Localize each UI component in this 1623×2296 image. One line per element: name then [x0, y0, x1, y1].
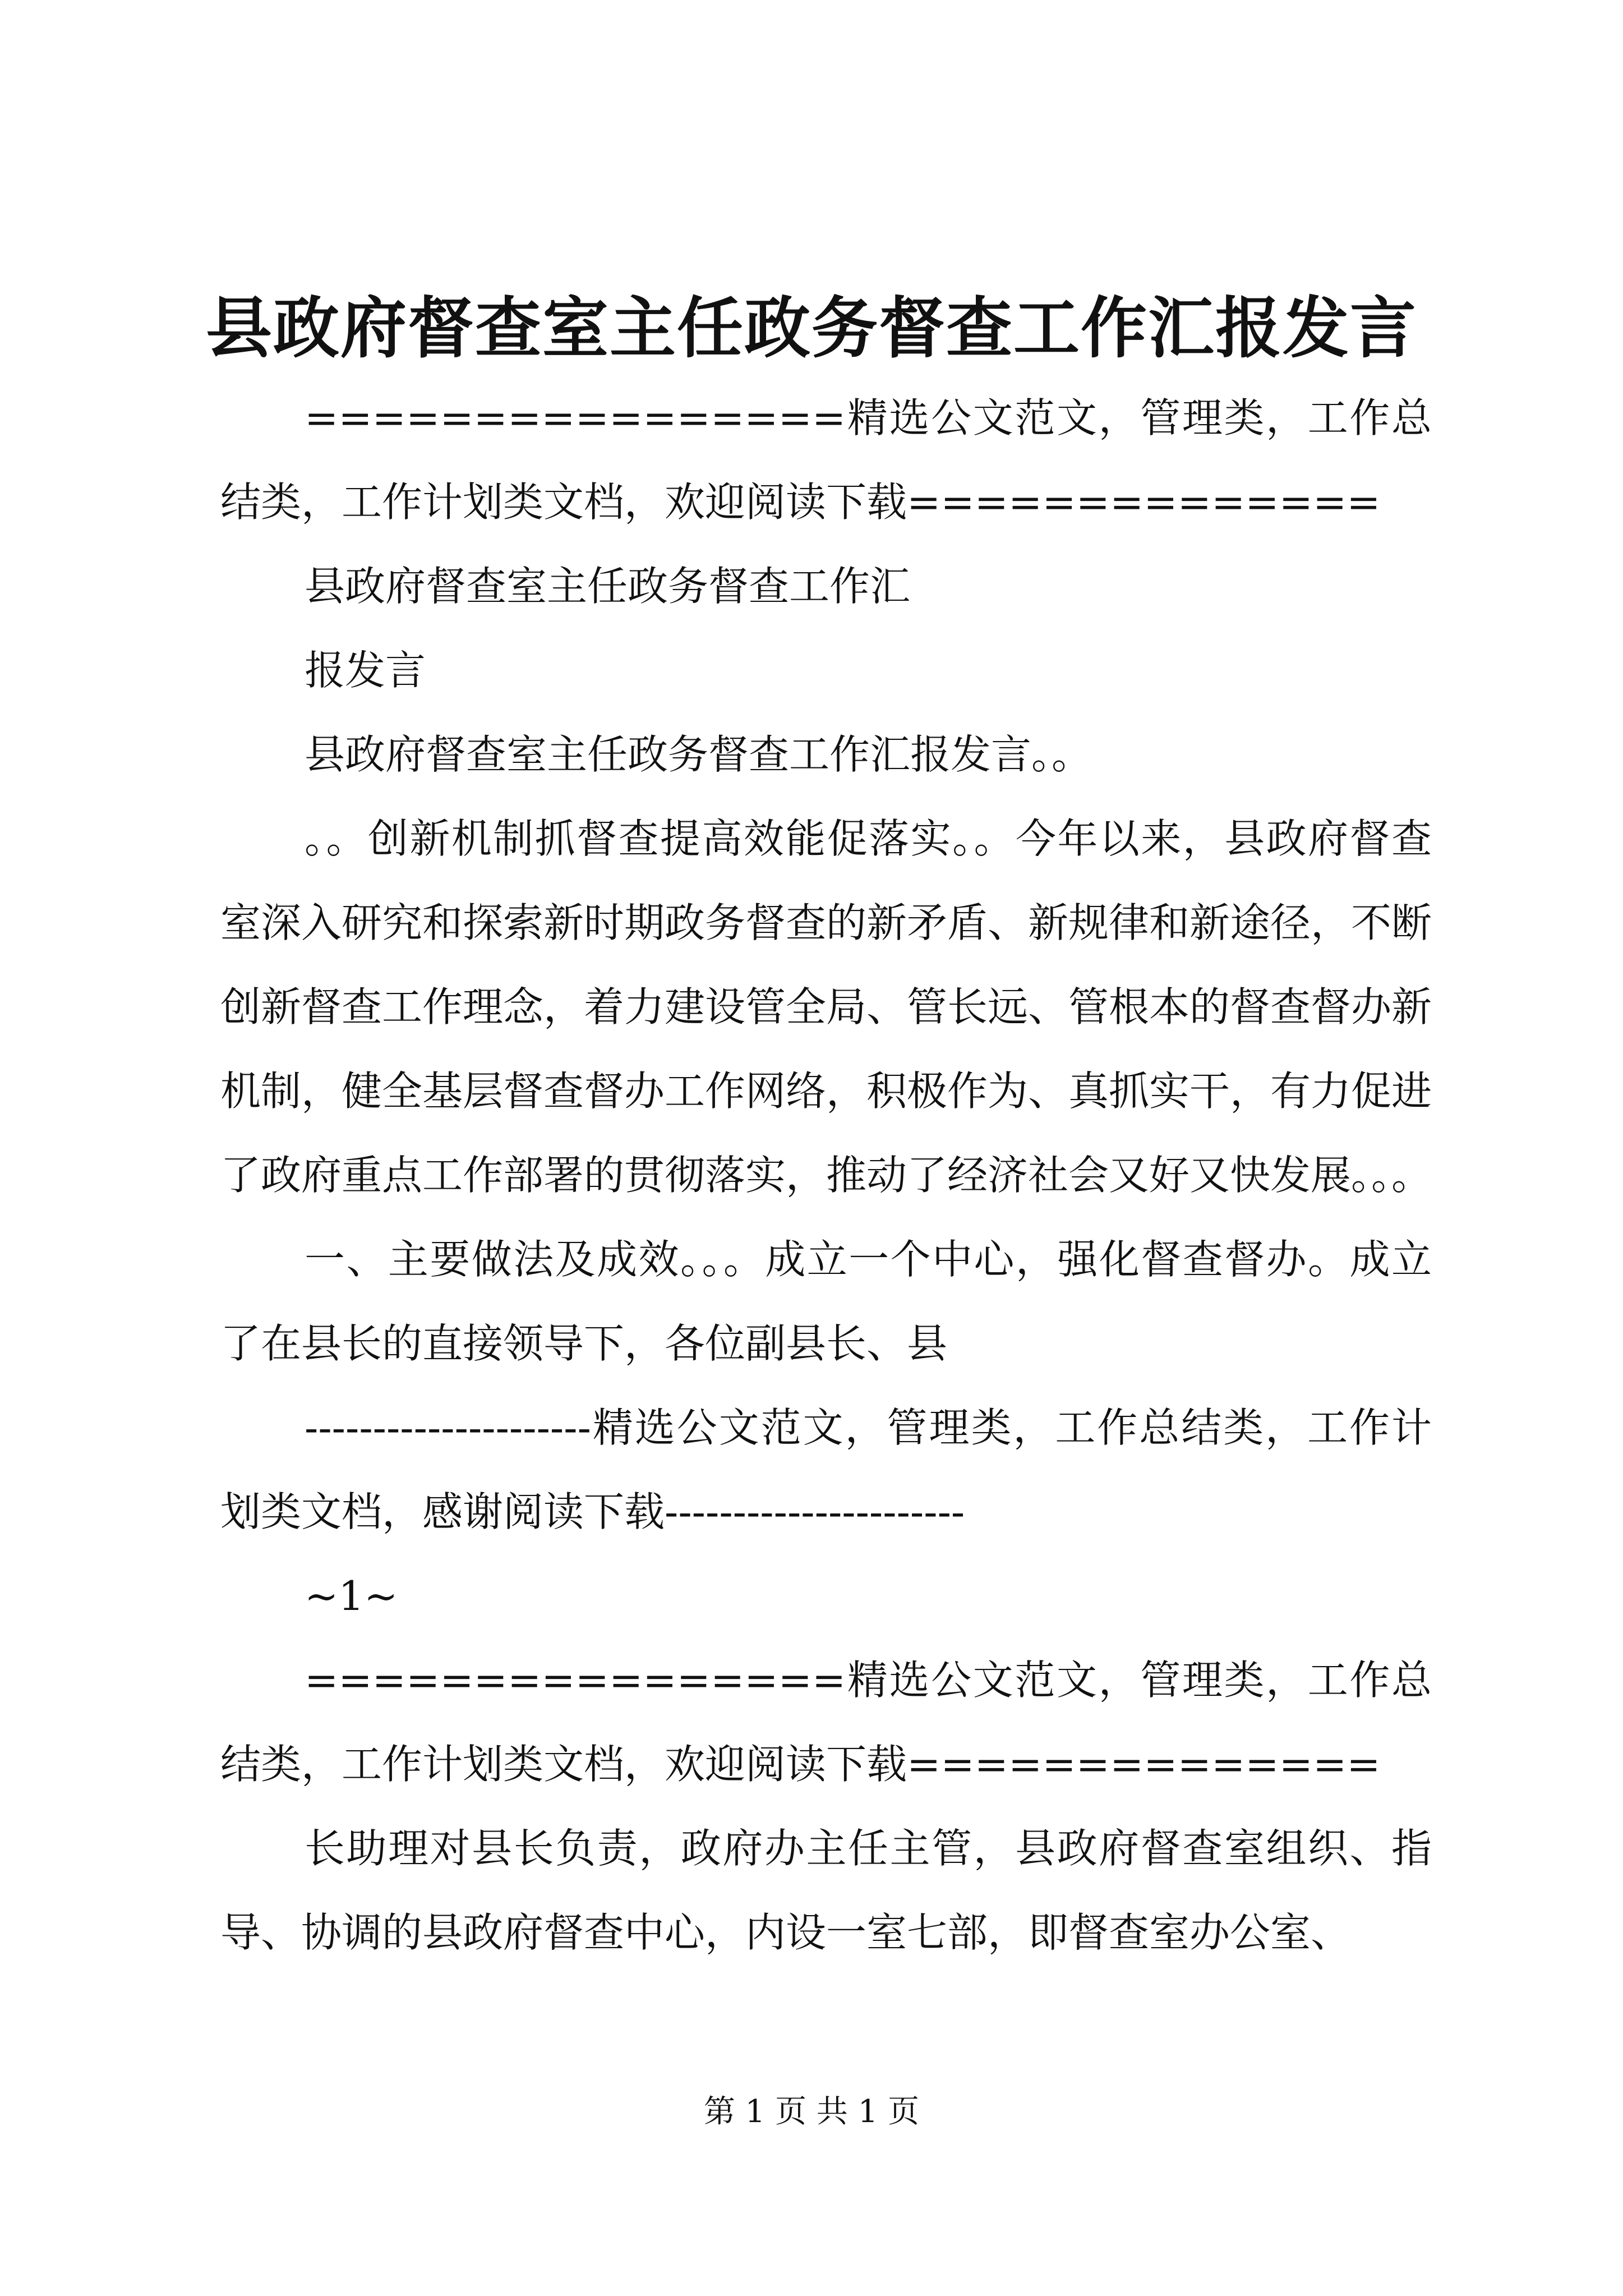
header-banner: ================精选公文范文，管理类，工作总结类，工作计划类文档，欢迎阅读下载==============: [220, 394, 1432, 526]
paragraph-intro: 县政府督查室主任政务督查工作汇报发言。。: [305, 731, 1092, 778]
document-body: [220, 376, 1432, 1975]
paragraph-section-one: 一、主要做法及成效。。。成立一个中心，强化督查督办。成立了在县长的直接领导下，各位副县长、县: [220, 1236, 1432, 1367]
document-title: 县政府督查室主任政务督查工作汇报发言: [205, 289, 1417, 367]
page-footer: 第 1 页 共 1 页: [703, 2093, 920, 2130]
paragraph-continuation: 长助理对县长负责，政府办主任主管，县政府督查室组织、指导、协调的县政府督查中心，内设一室七部，即督查室办公室、: [220, 1825, 1432, 1956]
paragraph-summary: 。。创新机制抓督查提高效能促落实。。今年以来，县政府督查室深入研究和探索新时期政务督查的新矛盾、新规律和新途径，不断创新督查工作理念，着力建设管全局、管长远、管根本的督查督办新机制，健全基层督查督办工作网络，积极作为、真抓实干，有力促进了政府重点工作部署的贯彻落实，推动了经济社会又好又快发展。。。: [220, 815, 1432, 1199]
footer-banner: ---------------------精选公文范文，管理类，工作总结类，工作计划类文档，感谢阅读下载----------------------: [220, 1404, 1432, 1535]
subtitle-line-1: 县政府督查室主任政务督查工作汇: [305, 563, 911, 610]
page-marker: ~1~: [305, 1572, 398, 1619]
header-banner-repeat: ================精选公文范文，管理类，工作总结类，工作计划类文档，欢迎阅读下载==============: [220, 1657, 1432, 1788]
subtitle-line-2: 报发言: [305, 647, 426, 694]
